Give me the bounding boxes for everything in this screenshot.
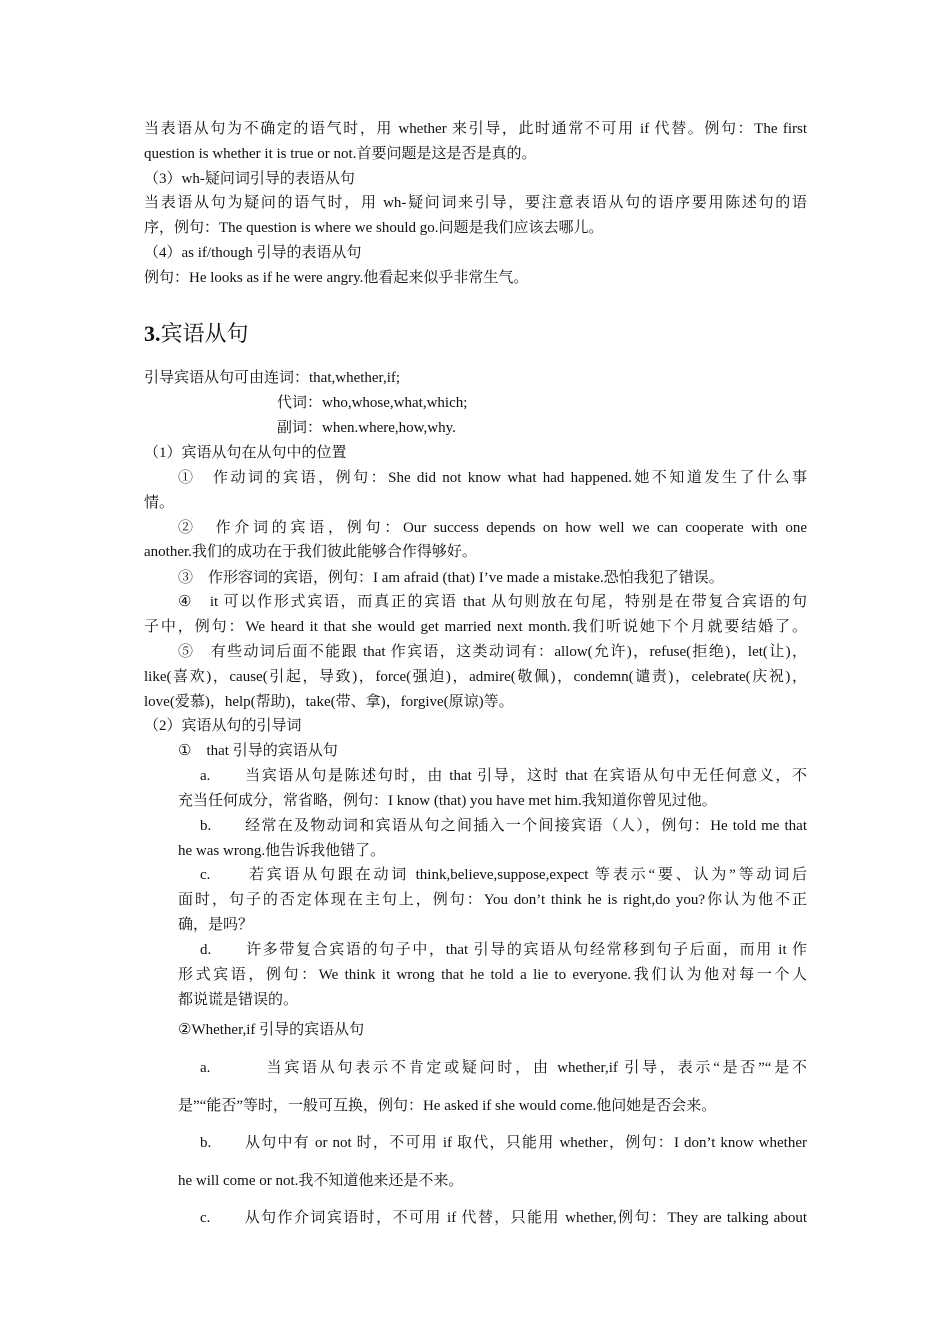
list-item: 充当任何成分，常省略，例句：I know (that) you have met him.我知道你曾见过他。 xyxy=(178,793,717,809)
list-item: ③ 作形容词的宾语，例句：I am afraid (that) I’ve made a mistake.恐怕我犯了错误。 xyxy=(178,570,724,586)
list-item: 确，是吗？ xyxy=(178,917,254,933)
paragraph-line: 副词：when.where,how,why. xyxy=(277,420,456,436)
list-item: love(爱慕)，help(帮助)，take(带、拿)，forgive(原谅)等。 xyxy=(144,694,514,710)
list-item: c. 若宾语从句跟在动词 think,believe,suppose,expect 等表示“要、认为”等动词后 xyxy=(200,867,807,883)
list-item: b. 经常在及物动词和宾语从句之间插入一个间接宾语（人），例句：He told me that xyxy=(200,818,807,834)
list-item: b. 从句中有 or not 时，不可用 if 取代，只能用 whether，例句：I don’t know whether xyxy=(200,1135,807,1151)
list-item: another.我们的成功在于我们彼此能够合作得够好。 xyxy=(144,544,477,560)
list-item: like(喜欢)，cause(引起，导致)，force(强迫)，admire(敬佩)，condemn(谴责)，celebrate(庆祝)， xyxy=(144,669,807,685)
list-item: ② 作介词的宾语，例句：Our success depends on how well we can cooperate with one xyxy=(178,520,807,536)
list-item: ⑤ 有些动词后面不能跟 that 作宾语，这类动词有：allow(允许)，refuse(拒绝)，let(让)， xyxy=(178,644,807,660)
paragraph-line: question is whether it is true or not.首要问题是这是否是真的。 xyxy=(144,146,537,162)
paragraph-line: 引导宾语从句可由连词：that,whether,if; xyxy=(144,370,401,386)
subheading: （4）as if/though 引导的表语从句 xyxy=(144,245,362,261)
paragraph-line: 当表语从句为不确定的语气时，用 whether 来引导，此时通常不可用 if 代替。例句：The first xyxy=(144,121,807,137)
list-item: 都说谎是错误的。 xyxy=(178,992,299,1008)
paragraph-line: 代词：who,whose,what,which; xyxy=(277,395,468,411)
list-item: ① 作动词的宾语，例句：She did not know what had happened.她不知道发生了什么事 xyxy=(178,470,807,486)
section-title-text: 宾语从句 xyxy=(160,321,249,346)
subheading: ① that 引导的宾语从句 xyxy=(178,743,338,759)
list-item: a. 当宾语从句是陈述句时，由 that 引导，这时 that 在宾语从句中无任何意义，不 xyxy=(200,768,807,784)
subheading: （2）宾语从句的引导词 xyxy=(144,718,302,734)
list-item: d. 许多带复合宾语的句子中，that 引导的宾语从句经常移到句子后面，而用 it 作 xyxy=(200,942,807,958)
list-item: 面时，句子的否定体现在主句上，例句：You don’t think he is right,do you?你认为他不正 xyxy=(178,892,807,908)
section-title xyxy=(144,319,249,349)
paragraph-line: 序，例句：The question is where we should go.问题是我们应该去哪儿。 xyxy=(144,220,604,236)
list-item: c. 从句作介词宾语时，不可用 if 代替，只能用 whether,例句：They are talking about xyxy=(200,1210,807,1226)
list-item: 情。 xyxy=(144,495,175,511)
list-item: 是”“能否”等时，一般可互换，例句：He asked if she would come.他问她是否会来。 xyxy=(178,1098,717,1114)
subheading: （3）wh-疑问词引导的表语从句 xyxy=(144,171,355,187)
list-item: ④ it 可以作形式宾语，而真正的宾语 that 从句则放在句尾，特别是在带复合宾语的句 xyxy=(178,594,807,610)
list-item: he will come or not.我不知道他来还是不来。 xyxy=(178,1173,464,1189)
section-number: 3. xyxy=(144,321,161,346)
subheading: （1）宾语从句在从句中的位置 xyxy=(144,445,347,461)
subheading: ②Whether,if 引导的宾语从句 xyxy=(178,1022,365,1038)
paragraph-line: 当表语从句为疑问的语气时，用 wh-疑问词来引导，要注意表语从句的语序要用陈述句的语 xyxy=(144,195,807,211)
list-item: 子中，例句：We heard it that she would get married next month.我们听说她下个月就要结婚了。 xyxy=(144,619,807,635)
example-line: 例句：He looks as if he were angry.他看起来似乎非常生气。 xyxy=(144,270,529,286)
list-item: he was wrong.他告诉我他错了。 xyxy=(178,843,386,859)
list-item: 形式宾语，例句：We think it wrong that he told a lie to everyone.我们认为他对每一个人 xyxy=(178,967,807,983)
list-item: a. 当宾语从句表示不肯定或疑问时，由 whether,if 引导，表示“是否”“是不 xyxy=(200,1060,807,1076)
